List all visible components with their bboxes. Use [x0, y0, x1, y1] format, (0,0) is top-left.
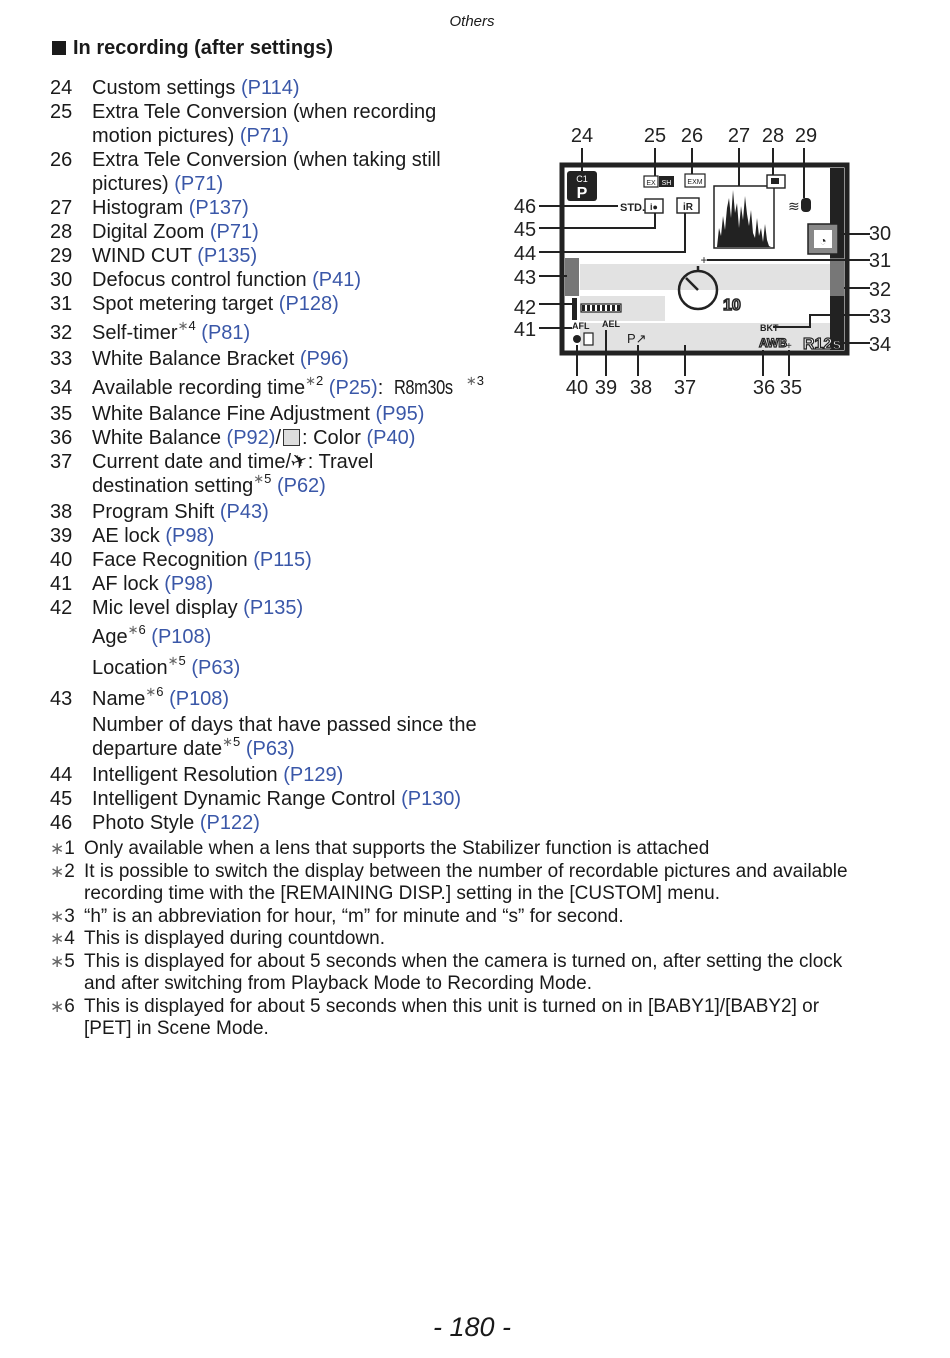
footnote-number: 1 [64, 838, 75, 859]
page-reference: (P71) [209, 221, 259, 243]
callout-27: 27 [727, 125, 751, 147]
callout-34: 34 [868, 334, 892, 356]
item-number: 39 [50, 525, 73, 547]
page-reference: (P62) [276, 475, 326, 497]
callout-37: 37 [673, 377, 697, 399]
item-text: Location [92, 657, 168, 679]
footnote-text [84, 838, 910, 861]
item-number: 42 [50, 597, 73, 619]
colon-text: : [377, 377, 384, 399]
list-item [50, 763, 520, 787]
footnote-line: [PET] in Scene Mode. [84, 1018, 269, 1039]
item-text: Mic level display [92, 597, 238, 619]
page-reference: (P43) [219, 501, 269, 523]
page-reference: (P98) [165, 525, 215, 547]
page-reference: (P92) [226, 427, 276, 449]
item-number: 44 [50, 764, 73, 786]
footnote-sup: ∗3 [465, 373, 484, 388]
footnote [50, 951, 910, 996]
item-number: 45 [50, 788, 73, 810]
custom-icon: C1 [576, 174, 588, 184]
item-number: 26 [50, 149, 73, 171]
item-body [92, 220, 520, 244]
item-body [92, 148, 520, 196]
item-text: White Balance Bracket [92, 348, 295, 370]
footnote-line: This is displayed for about 5 seconds when the camera is turned on, after setting the clock [84, 950, 843, 972]
callout-28: 28 [761, 125, 785, 147]
item-number: 46 [50, 812, 73, 834]
item-number: 43 [50, 688, 73, 710]
callout-24: 24 [570, 125, 594, 147]
square-bullet-icon [52, 41, 66, 55]
left-indicator-bar [565, 258, 579, 296]
page-reference: (P129) [283, 764, 344, 786]
item-line [92, 76, 520, 100]
item-body [92, 763, 520, 787]
footnote-text [84, 928, 910, 951]
footnote-sup: ∗2 [305, 373, 324, 388]
footnote-sup: ∗6 [145, 684, 164, 699]
histogram [714, 186, 774, 248]
white-balance-icon: AWB [759, 336, 787, 350]
af-lock-icon: AFL [572, 321, 590, 331]
ex-tele-motion-label: EX [646, 180, 656, 187]
item-number: 25 [50, 101, 73, 123]
section-heading [52, 37, 333, 60]
item-body [92, 244, 520, 268]
item-text: White Balance [92, 427, 221, 449]
callout-39: 39 [594, 377, 618, 399]
list-item [50, 548, 520, 572]
item-text: Number of days that have passed since the [92, 714, 477, 736]
list-item [50, 268, 520, 292]
item-text: Extra Tele Conversion (when taking still [92, 149, 441, 171]
callout-43: 43 [513, 267, 537, 289]
item-text: Intelligent Dynamic Range Control [92, 788, 396, 810]
asterisk-icon: ∗ [50, 861, 65, 881]
page-reference: (P41) [312, 269, 362, 291]
footnote-sup: ∗5 [167, 653, 186, 668]
item-text: departure date [92, 738, 223, 760]
sh-label: SH [661, 180, 672, 187]
page-reference: (P137) [188, 197, 249, 219]
callout-36: 36 [752, 377, 776, 399]
footnote-line: This is displayed for about 5 seconds when this unit is turned on in [BABY1]/[BABY2] or [84, 995, 820, 1017]
item-number: 35 [50, 403, 73, 425]
list-item [50, 653, 520, 682]
item-body [92, 268, 520, 292]
page-reference: (P108) [169, 688, 230, 710]
list-item [50, 244, 520, 268]
mic-icon [801, 198, 811, 212]
callout-44: 44 [513, 243, 537, 265]
item-text: Self-timer [92, 322, 178, 344]
callout-40: 40 [565, 377, 589, 399]
list-item [50, 572, 520, 596]
asterisk-icon: ∗ [50, 839, 65, 858]
callout-38: 38 [629, 377, 653, 399]
list-item [50, 524, 520, 548]
spot-metering-icon: + [700, 253, 708, 267]
item-number: 31 [50, 293, 73, 315]
item-text: pictures) [92, 173, 169, 195]
item-line [92, 244, 520, 268]
list-item [50, 596, 520, 620]
photo-style-icon: STD. [620, 202, 646, 214]
footnote-number: 4 [64, 928, 75, 949]
item-text: Available recording time [92, 377, 306, 399]
callout-32: 32 [868, 279, 892, 301]
list-item [50, 787, 520, 811]
airplane-icon: ✈ [287, 448, 312, 476]
item-text: Name [92, 688, 146, 710]
item-line [92, 100, 520, 124]
footnote [50, 838, 910, 861]
item-body [92, 76, 520, 100]
color-box-icon [283, 429, 300, 446]
footnote-line: This is displayed during countdown. [84, 928, 386, 949]
page-reference: (P114) [240, 77, 300, 99]
list-item [50, 318, 520, 347]
item-number: 41 [50, 573, 73, 595]
footnote-text [84, 951, 910, 996]
list-item [50, 450, 520, 500]
item-number: 38 [50, 501, 73, 523]
item-body [92, 292, 520, 316]
list-item [50, 76, 520, 100]
wind-cut-icon: ≋ [788, 198, 800, 214]
footnote [50, 996, 910, 1041]
item-text: Custom settings [92, 77, 236, 99]
callout-41: 41 [513, 319, 537, 341]
item-number: 29 [50, 245, 73, 267]
mode-icon: P [576, 185, 588, 202]
item-number: 40 [50, 549, 73, 571]
footnote-mark [50, 951, 84, 996]
callout-30: 30 [868, 223, 892, 245]
item-body [92, 500, 520, 524]
footnote [50, 928, 910, 951]
item-text: Program Shift [92, 501, 215, 523]
item-body [92, 811, 520, 835]
footnote-number: 5 [64, 950, 75, 972]
list-item [50, 100, 520, 148]
footnote-sup: ∗4 [177, 318, 196, 333]
page-reference: (P130) [401, 788, 462, 810]
page-reference: (P81) [201, 322, 251, 344]
item-number: 28 [50, 221, 73, 243]
page-reference: (P71) [239, 125, 289, 147]
page-reference: (P122) [199, 812, 260, 834]
item-number: 36 [50, 427, 73, 449]
callout-45: 45 [513, 219, 537, 241]
page-reference: (P63) [191, 657, 241, 679]
footnote-text [84, 996, 910, 1041]
asterisk-icon: ∗ [50, 951, 65, 971]
item-text: Intelligent Resolution [92, 764, 278, 786]
item-text: Digital Zoom [92, 221, 205, 243]
item-text: Current date and time/ [92, 451, 291, 473]
list-item [50, 292, 520, 316]
footnotes [50, 838, 910, 1041]
item-text: Histogram [92, 197, 184, 219]
list-item [50, 148, 520, 196]
footnote-line: “h” is an abbreviation for hour, “m” for minute and “s” for second. [84, 905, 624, 927]
footnote-line: recording time with the [REMAINING DISP.] setting in the [CUSTOM] menu. [84, 883, 721, 904]
footnote-mark [50, 838, 84, 861]
list-item [50, 402, 520, 426]
callout-25: 25 [643, 125, 667, 147]
footnote-sup: ∗5 [253, 471, 272, 486]
page-reference: (P128) [278, 293, 339, 315]
footnote-text [84, 906, 910, 929]
items-group-b [50, 500, 520, 620]
list-item [50, 500, 520, 524]
callout-33: 33 [868, 306, 892, 328]
item-line [92, 124, 520, 148]
footnote-sup: ∗6 [127, 622, 146, 637]
callout-46: 46 [513, 196, 537, 218]
footnote-line: It is possible to switch the display between the number of recordable pictures and available [84, 860, 848, 882]
footnote-mark [50, 861, 84, 906]
callout-26: 26 [680, 125, 704, 147]
item-line [92, 172, 520, 196]
item-text: Extra Tele Conversion (when recording [92, 101, 437, 123]
footnote-mark [50, 906, 84, 929]
items-group-a [50, 76, 520, 316]
footnote-line: Only available when a lens that supports the Stabilizer function is attached [84, 838, 710, 859]
footnote [50, 906, 910, 929]
page-reference: (P135) [197, 245, 258, 267]
footnote-mark [50, 928, 84, 951]
page-reference: (P98) [164, 573, 214, 595]
list-item [50, 347, 520, 371]
page-reference: (P63) [245, 738, 295, 760]
wb-fine-adjust-icon: + [786, 341, 792, 352]
callout-29: 29 [794, 125, 818, 147]
list-item [50, 622, 520, 651]
item-text: Face Recognition [92, 549, 248, 571]
svg-text:◔: ◔ [819, 234, 827, 248]
ex-tele-still-label: EXM [687, 179, 703, 186]
asterisk-icon: ∗ [50, 906, 65, 926]
footnote-text [84, 861, 910, 906]
item-text: WIND CUT [92, 245, 192, 267]
item-list [50, 76, 520, 835]
right-indicator-bar [830, 258, 844, 296]
footnote-line: and after switching from Playback Mode to Recording Mode. [84, 973, 592, 994]
self-timer-count: 10 [723, 297, 741, 314]
list-item [50, 811, 520, 835]
item-text: Spot metering target [92, 293, 274, 315]
item-number: 24 [50, 77, 73, 99]
item-body [92, 196, 520, 220]
footnote-number: 6 [64, 995, 75, 1017]
list-item [50, 220, 520, 244]
item-text: Age [92, 626, 128, 648]
item-body [92, 100, 520, 148]
ae-lock-icon: AEL [602, 319, 620, 329]
item-line [92, 220, 520, 244]
item-body [92, 524, 520, 548]
callout-42: 42 [513, 297, 537, 319]
program-shift-icon: P↗ [627, 331, 647, 346]
asterisk-icon: ∗ [50, 996, 65, 1016]
item-number: 34 [50, 377, 73, 399]
page-reference: (P25) [328, 377, 378, 399]
footnote-mark [50, 996, 84, 1041]
iresolution-label: iR [683, 202, 693, 213]
item-body [92, 548, 520, 572]
page-reference: (P135) [243, 597, 304, 619]
item-body [92, 572, 520, 596]
items-group-c [50, 763, 520, 835]
list-item [50, 426, 520, 450]
recording-screen-diagram [505, 118, 915, 408]
item-number: 33 [50, 348, 73, 370]
page-reference: (P115) [253, 549, 312, 571]
slash-text: / [275, 427, 281, 449]
item-text: Defocus control function [92, 269, 307, 291]
page-number: - 180 - [432, 1312, 512, 1342]
item-text: Photo Style [92, 812, 195, 834]
item-line [92, 148, 520, 172]
grey-band-upper [580, 264, 830, 290]
item-number: 30 [50, 269, 73, 291]
item-text: : Travel [307, 451, 374, 473]
page-reference: (P96) [299, 348, 349, 370]
item-text: AF lock [92, 573, 159, 595]
list-item [50, 196, 520, 220]
svg-text:i●: i● [650, 202, 658, 212]
item-text: destination setting [92, 475, 254, 497]
item-number: 27 [50, 197, 73, 219]
asterisk-icon: ∗ [50, 929, 65, 948]
item-text: AE lock [92, 525, 160, 547]
wb-bracket-icon: BKT [760, 323, 779, 333]
footnote-number: 3 [64, 905, 75, 927]
section-label: Others [449, 13, 495, 30]
item-line [92, 268, 520, 292]
item-number: 32 [50, 322, 73, 344]
page-reference: (P95) [375, 403, 425, 425]
item-number: 37 [50, 451, 73, 473]
page-reference: (P71) [174, 173, 224, 195]
item-text: motion pictures) [92, 125, 235, 147]
heading-text: In recording (after settings) [73, 37, 334, 59]
page-reference: (P108) [151, 626, 212, 648]
remaining-time-example: R8m30s [394, 377, 453, 399]
item-text: White Balance Fine Adjustment [92, 403, 370, 425]
callout-35: 35 [779, 377, 803, 399]
item-body [92, 787, 520, 811]
footnote-number: 2 [64, 860, 75, 882]
list-item [50, 684, 520, 763]
remaining-time-icon: R12s [803, 336, 842, 353]
page-reference: (P40) [366, 427, 416, 449]
item-line [92, 292, 520, 316]
list-item [50, 373, 520, 402]
item-text: : Color [302, 427, 361, 449]
item-body [92, 596, 520, 620]
item-line [92, 196, 520, 220]
footnote-sup: ∗5 [222, 734, 241, 749]
footnote [50, 861, 910, 906]
callout-31: 31 [868, 250, 892, 272]
